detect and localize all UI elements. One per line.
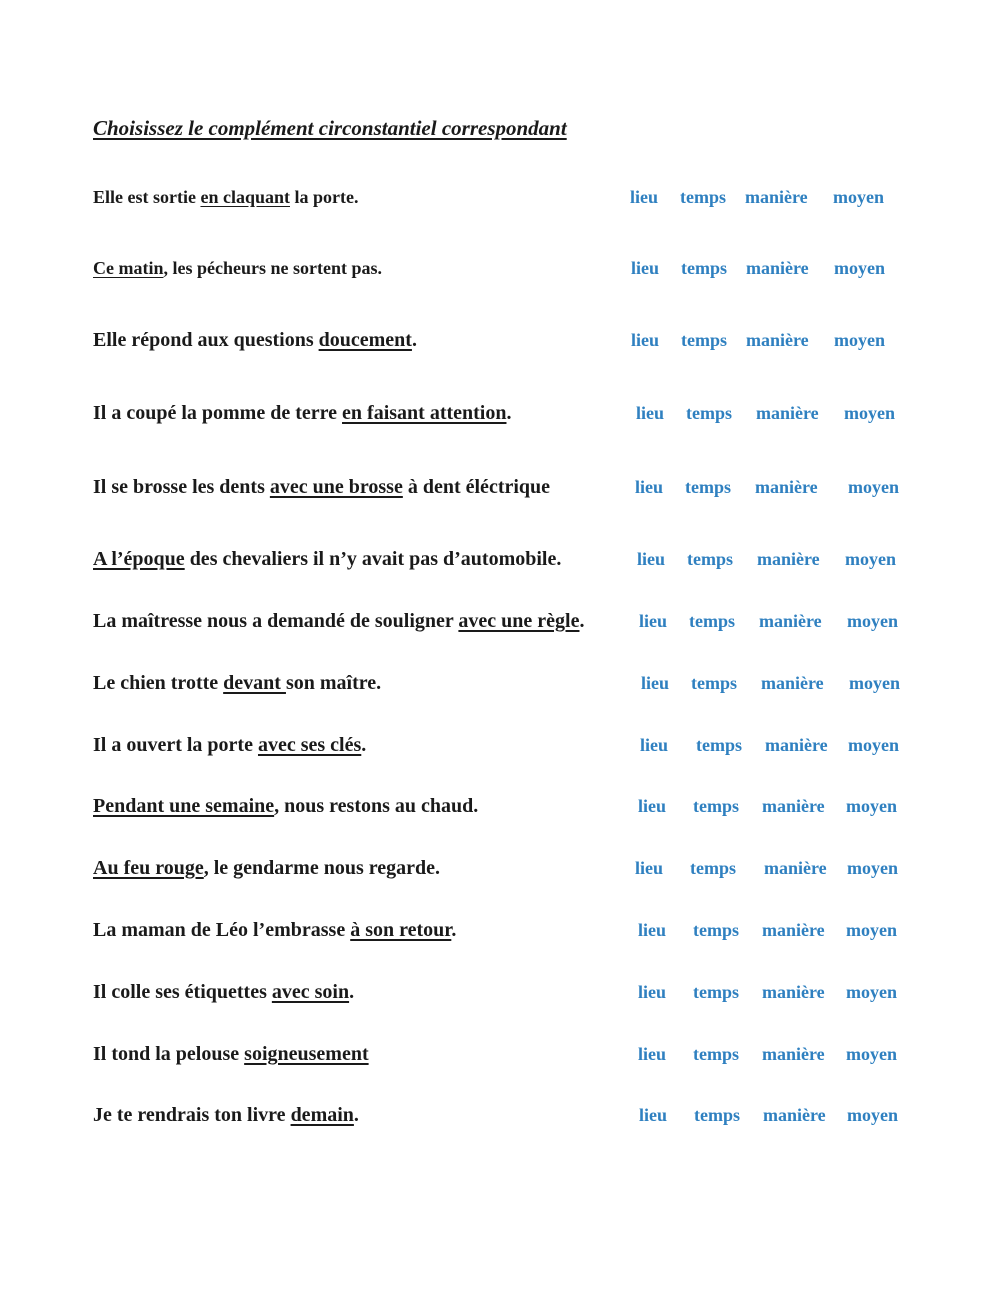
sentence-text-after: , les pécheurs ne sortent pas. bbox=[163, 258, 382, 278]
option-temps[interactable]: temps bbox=[694, 1105, 740, 1125]
option-moyen[interactable]: moyen bbox=[848, 735, 899, 755]
exercise-sentence bbox=[93, 182, 358, 212]
option-moyen[interactable]: moyen bbox=[846, 796, 897, 816]
exercise-row bbox=[0, 182, 1000, 212]
exercise-sentence bbox=[93, 915, 456, 945]
option-manire[interactable]: manière bbox=[755, 477, 818, 497]
option-manire[interactable]: manière bbox=[759, 611, 822, 631]
option-manire[interactable]: manière bbox=[765, 735, 828, 755]
sentence-complement: Pendant une semaine bbox=[93, 795, 275, 817]
option-lieu[interactable]: lieu bbox=[636, 403, 665, 423]
sentence-text-before: La maîtresse nous a demandé de souligner bbox=[93, 610, 459, 632]
sentence-text-before: Elle répond aux questions bbox=[93, 329, 319, 351]
exercise-sentence bbox=[93, 977, 354, 1007]
exercise-row bbox=[0, 791, 1000, 821]
option-temps[interactable]: temps bbox=[680, 187, 726, 207]
option-manire[interactable]: manière bbox=[757, 549, 820, 569]
option-moyen[interactable]: moyen bbox=[833, 187, 884, 207]
option-temps[interactable]: temps bbox=[681, 258, 727, 278]
sentence-complement: devant bbox=[223, 672, 286, 694]
option-lieu[interactable]: lieu bbox=[631, 330, 660, 350]
option-lieu[interactable]: lieu bbox=[639, 611, 668, 631]
option-moyen[interactable]: moyen bbox=[846, 920, 897, 940]
sentence-text-after: , nous restons au chaud. bbox=[274, 795, 479, 817]
exercise-row bbox=[0, 606, 1000, 636]
option-lieu[interactable]: lieu bbox=[631, 258, 660, 278]
option-temps[interactable]: temps bbox=[689, 611, 735, 631]
exercise-row bbox=[0, 853, 1000, 883]
exercise-row bbox=[0, 544, 1000, 574]
option-moyen[interactable]: moyen bbox=[846, 1044, 897, 1064]
option-manire[interactable]: manière bbox=[746, 258, 809, 278]
option-temps[interactable]: temps bbox=[681, 330, 727, 350]
option-manire[interactable]: manière bbox=[761, 673, 824, 693]
option-lieu[interactable]: lieu bbox=[639, 1105, 668, 1125]
exercise-row bbox=[0, 915, 1000, 945]
option-manire[interactable]: manière bbox=[762, 982, 825, 1002]
exercise-sentence bbox=[93, 853, 440, 883]
sentence-complement: doucement bbox=[318, 329, 412, 351]
exercise-sentence bbox=[93, 668, 381, 698]
exercise-sentence bbox=[93, 1100, 359, 1130]
sentence-text-after: . bbox=[353, 1104, 359, 1126]
option-temps[interactable]: temps bbox=[696, 735, 742, 755]
option-moyen[interactable]: moyen bbox=[847, 1105, 898, 1125]
sentence-complement: A l’époque bbox=[93, 548, 185, 570]
option-manire[interactable]: manière bbox=[762, 796, 825, 816]
sentence-text-after: à dent éléctrique bbox=[402, 476, 551, 498]
option-manire[interactable]: manière bbox=[756, 403, 819, 423]
sentence-complement: à son retour bbox=[350, 919, 452, 941]
sentence-text-after: des chevaliers il n’y avait pas d’automobile. bbox=[184, 548, 562, 570]
option-manire[interactable]: manière bbox=[763, 1105, 826, 1125]
sentence-text-after: , le gendarme nous regarde. bbox=[203, 857, 441, 879]
option-moyen[interactable]: moyen bbox=[844, 403, 895, 423]
exercise-row bbox=[0, 1100, 1000, 1130]
sentence-text-before: Il a ouvert la porte bbox=[93, 734, 258, 756]
sentence-text-after: . bbox=[506, 402, 512, 424]
sentence-complement: soigneusement bbox=[244, 1043, 369, 1065]
sentence-complement: Ce matin bbox=[93, 258, 164, 278]
exercise-row bbox=[0, 1039, 1000, 1069]
option-moyen[interactable]: moyen bbox=[847, 858, 898, 878]
option-lieu[interactable]: lieu bbox=[638, 1044, 667, 1064]
exercise-row bbox=[0, 398, 1000, 428]
sentence-text-before: Je te rendrais ton livre bbox=[93, 1104, 291, 1126]
option-manire[interactable]: manière bbox=[746, 330, 809, 350]
exercise-row bbox=[0, 668, 1000, 698]
sentence-text-after: son maître. bbox=[285, 672, 382, 694]
option-temps[interactable]: temps bbox=[693, 920, 739, 940]
option-moyen[interactable]: moyen bbox=[834, 330, 885, 350]
sentence-text-before: Il colle ses étiquettes bbox=[93, 981, 272, 1003]
option-moyen[interactable]: moyen bbox=[848, 477, 899, 497]
option-lieu[interactable]: lieu bbox=[637, 549, 666, 569]
sentence-text-before: Elle est sortie bbox=[93, 187, 201, 207]
exercise-sentence bbox=[93, 472, 550, 502]
exercise-sentence bbox=[93, 1039, 369, 1069]
sentence-complement: en faisant attention bbox=[342, 402, 507, 424]
option-manire[interactable]: manière bbox=[762, 920, 825, 940]
exercise-row bbox=[0, 977, 1000, 1007]
exercise-row bbox=[0, 325, 1000, 355]
sentence-text-after: la porte. bbox=[290, 187, 359, 207]
option-temps[interactable]: temps bbox=[687, 549, 733, 569]
option-temps[interactable]: temps bbox=[693, 982, 739, 1002]
sentence-text-after: . bbox=[451, 919, 457, 941]
option-lieu[interactable]: lieu bbox=[640, 735, 669, 755]
option-temps[interactable]: temps bbox=[693, 1044, 739, 1064]
option-temps[interactable]: temps bbox=[686, 403, 732, 423]
exercise-row bbox=[0, 730, 1000, 760]
sentence-text-before: Il tond la pelouse bbox=[93, 1043, 245, 1065]
sentence-text-after: . bbox=[579, 610, 585, 632]
option-moyen[interactable]: moyen bbox=[846, 982, 897, 1002]
option-moyen[interactable]: moyen bbox=[847, 611, 898, 631]
exercise-sentence bbox=[93, 606, 584, 636]
sentence-text-before: Il se brosse les dents bbox=[93, 476, 270, 498]
option-lieu[interactable]: lieu bbox=[641, 673, 670, 693]
exercise-sentence bbox=[93, 730, 366, 760]
sentence-complement: avec une règle bbox=[458, 610, 580, 632]
sentence-text-before: Le chien trotte bbox=[93, 672, 224, 694]
sentence-complement: en claquant bbox=[200, 187, 290, 207]
option-temps[interactable]: temps bbox=[690, 858, 736, 878]
option-lieu[interactable]: lieu bbox=[635, 858, 664, 878]
sentence-text-before: Il a coupé la pomme de terre bbox=[93, 402, 343, 424]
sentence-complement: avec ses clés bbox=[257, 734, 362, 756]
exercise-sentence bbox=[93, 253, 382, 283]
option-manire[interactable]: manière bbox=[745, 187, 808, 207]
option-manire[interactable]: manière bbox=[762, 1044, 825, 1064]
sentence-complement: avec soin bbox=[271, 981, 350, 1003]
option-lieu[interactable]: lieu bbox=[638, 796, 667, 816]
exercise-row bbox=[0, 253, 1000, 283]
sentence-complement: demain bbox=[290, 1104, 354, 1126]
sentence-text-after: . bbox=[411, 329, 417, 351]
exercise-sentence bbox=[93, 791, 478, 821]
option-lieu[interactable]: lieu bbox=[635, 477, 664, 497]
option-temps[interactable]: temps bbox=[685, 477, 731, 497]
option-moyen[interactable]: moyen bbox=[845, 549, 896, 569]
option-manire[interactable]: manière bbox=[764, 858, 827, 878]
exercise-sentence bbox=[93, 325, 417, 355]
option-moyen[interactable]: moyen bbox=[834, 258, 885, 278]
exercise-sentence bbox=[93, 398, 511, 428]
option-moyen[interactable]: moyen bbox=[849, 673, 900, 693]
option-lieu[interactable]: lieu bbox=[638, 982, 667, 1002]
option-temps[interactable]: temps bbox=[693, 796, 739, 816]
sentence-text-after: . bbox=[349, 981, 355, 1003]
exercise-row bbox=[0, 472, 1000, 502]
option-lieu[interactable]: lieu bbox=[630, 187, 659, 207]
sentence-text-before: La maman de Léo l’embrasse bbox=[93, 919, 351, 941]
exercise-sentence bbox=[93, 544, 561, 574]
sentence-complement: avec une brosse bbox=[269, 476, 403, 498]
option-lieu[interactable]: lieu bbox=[638, 920, 667, 940]
sentence-text-after: . bbox=[361, 734, 367, 756]
option-temps[interactable]: temps bbox=[691, 673, 737, 693]
page-title: Choisissez le complément circonstantiel correspondant bbox=[93, 116, 567, 140]
sentence-complement: Au feu rouge bbox=[93, 857, 204, 879]
